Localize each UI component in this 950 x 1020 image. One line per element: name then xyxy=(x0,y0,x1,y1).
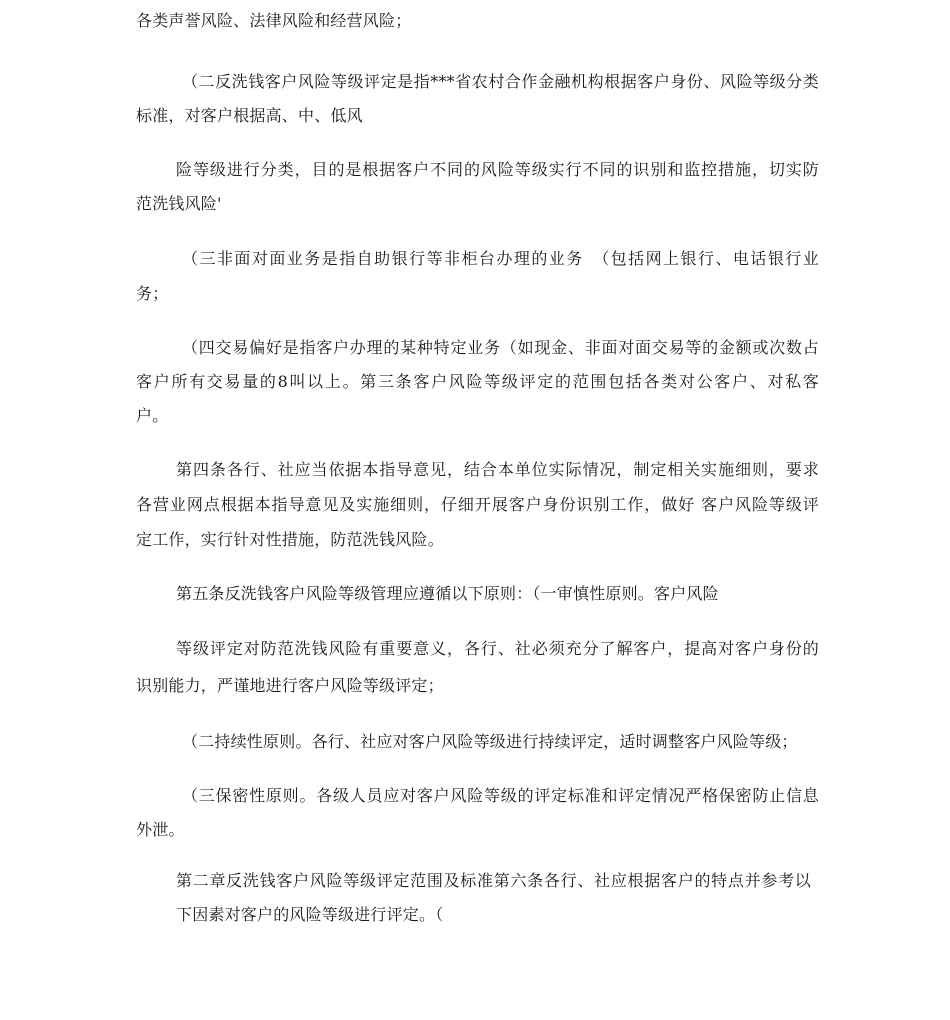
text-line: （二持续性原则。各行、社应对客户风险等级进行持续评定，适时调整客户风险等级； xyxy=(182,732,798,751)
text-line: （四交易偏好是指客户办理的某种特定业务（如现金、非面对面交易等的金额或次数占 xyxy=(182,338,819,357)
text-line: 务； xyxy=(136,284,169,303)
text-line: 户。 xyxy=(136,406,169,425)
text-line: 客户所有交易量的8叫以上。第三条客户风险等级评定的范围包括各类对公客户、对私客 xyxy=(136,372,819,391)
text-line: 下因素对客户的风险等级进行评定。（ xyxy=(176,905,444,924)
text-line: 标准，对客户根据高、中、低风 xyxy=(136,106,363,125)
text-line: 各营业网点根据本指导意见及实施细则，仔细开展客户身份识别工作，做好 客户风险等级评 xyxy=(136,495,819,514)
text-line: （三非面对面业务是指自助银行等非柜台办理的业务 （包括网上银行、电话银行业 xyxy=(182,249,819,268)
text-line: 第二章反洗钱客户风险等级评定范围及标准第六条各行、社应根据客户的特点并参考以 xyxy=(176,871,811,890)
text-line: （二反洗钱客户风险等级评定是指***省农村合作金融机构根据客户身份、风险等级分类 xyxy=(182,72,819,91)
text-line: 第五条反洗钱客户风险等级管理应遵循以下原则：（一审慎性原则。客户风险 xyxy=(176,584,719,603)
text-line: 外泄。 xyxy=(136,820,185,839)
text-line: （三保密性原则。各级人员应对客户风险等级的评定标准和评定情况严格保密防止信息 xyxy=(182,786,819,805)
text-line: 等级评定对防范洗钱风险有重要意义，各行、社必须充分了解客户，提高对客户身份的 xyxy=(176,639,819,658)
text-line: 第四条各行、社应当依据本指导意见，结合本单位实际情况，制定相关实施细则，要求 xyxy=(176,460,819,479)
text-line: 险等级进行分类，目的是根据客户不同的风险等级实行不同的识别和监控措施，切实防 xyxy=(176,160,819,179)
text-line: 各类声誉风险、法律风险和经营风险； xyxy=(136,11,412,30)
text-line: 定工作，实行针对性措施，防范洗钱风险。 xyxy=(136,530,444,549)
text-line: 识别能力，严谨地进行客户风险等级评定； xyxy=(136,676,444,695)
text-line: 范洗钱风险' xyxy=(136,194,222,213)
